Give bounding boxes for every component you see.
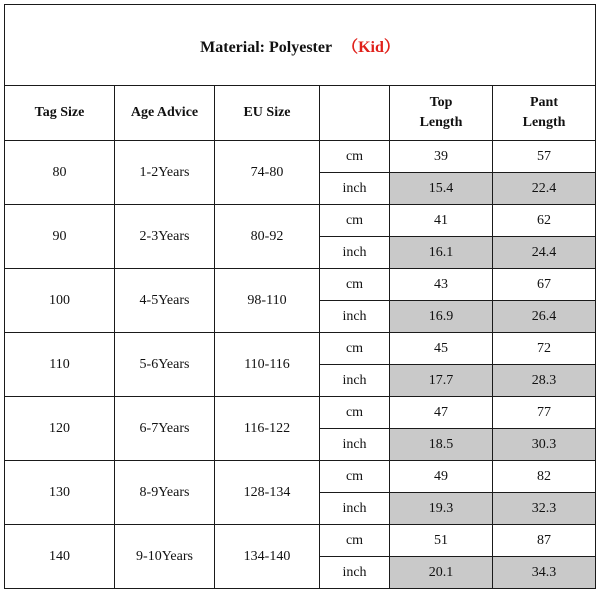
unit-cm-cell: cm xyxy=(320,333,390,365)
top-length-inch-cell: 18.5 xyxy=(390,429,493,461)
age-advice-cell: 8-9Years xyxy=(115,461,215,525)
pant-length-cm-cell: 87 xyxy=(493,525,596,557)
pant-length-inch-cell: 34.3 xyxy=(493,557,596,589)
table-row xyxy=(5,333,596,365)
pant-length-cm-cell: 82 xyxy=(493,461,596,493)
tag-size-cell: 130 xyxy=(5,461,115,525)
title-highlight: （Kid） xyxy=(342,38,400,56)
pant-length-cm-cell: 72 xyxy=(493,333,596,365)
header-pant-line2: Length xyxy=(522,115,566,130)
top-length-inch-cell: 19.3 xyxy=(390,493,493,525)
top-length-cm-cell: 39 xyxy=(390,141,493,173)
table-row xyxy=(5,205,596,237)
pant-length-inch-cell: 30.3 xyxy=(493,429,596,461)
top-length-inch-cell: 16.9 xyxy=(390,301,493,333)
pant-length-inch-cell: 22.4 xyxy=(493,173,596,205)
top-length-cm-cell: 41 xyxy=(390,205,493,237)
table-row xyxy=(5,269,596,301)
top-length-cm-cell: 51 xyxy=(390,525,493,557)
header-pant-length xyxy=(493,86,596,141)
pant-length-cm-cell: 62 xyxy=(493,205,596,237)
header-tag-size: Tag Size xyxy=(5,86,115,141)
top-length-inch-cell: 15.4 xyxy=(390,173,493,205)
eu-size-cell: 110-116 xyxy=(215,333,320,397)
age-advice-cell: 1-2Years xyxy=(115,141,215,205)
chart-title xyxy=(5,5,596,86)
header-row xyxy=(5,86,596,141)
pant-length-cm-cell: 57 xyxy=(493,141,596,173)
unit-cm-cell: cm xyxy=(320,525,390,557)
age-advice-cell: 9-10Years xyxy=(115,525,215,589)
eu-size-cell: 80-92 xyxy=(215,205,320,269)
unit-cm-cell: cm xyxy=(320,269,390,301)
size-table xyxy=(4,4,596,589)
tag-size-cell: 140 xyxy=(5,525,115,589)
age-advice-cell: 2-3Years xyxy=(115,205,215,269)
unit-inch-cell: inch xyxy=(320,237,390,269)
top-length-cm-cell: 43 xyxy=(390,269,493,301)
eu-size-cell: 116-122 xyxy=(215,397,320,461)
unit-inch-cell: inch xyxy=(320,173,390,205)
header-eu-size: EU Size xyxy=(215,86,320,141)
unit-inch-cell: inch xyxy=(320,493,390,525)
pant-length-cm-cell: 77 xyxy=(493,397,596,429)
tag-size-cell: 120 xyxy=(5,397,115,461)
unit-inch-cell: inch xyxy=(320,301,390,333)
pant-length-inch-cell: 24.4 xyxy=(493,237,596,269)
pant-length-inch-cell: 28.3 xyxy=(493,365,596,397)
eu-size-cell: 134-140 xyxy=(215,525,320,589)
tag-size-cell: 90 xyxy=(5,205,115,269)
top-length-cm-cell: 45 xyxy=(390,333,493,365)
pant-length-cm-cell: 67 xyxy=(493,269,596,301)
unit-cm-cell: cm xyxy=(320,205,390,237)
tag-size-cell: 110 xyxy=(5,333,115,397)
unit-inch-cell: inch xyxy=(320,365,390,397)
pant-length-inch-cell: 32.3 xyxy=(493,493,596,525)
header-unit xyxy=(320,86,390,141)
unit-inch-cell: inch xyxy=(320,429,390,461)
size-chart xyxy=(4,4,595,592)
header-top-length xyxy=(390,86,493,141)
table-row xyxy=(5,461,596,493)
table-row xyxy=(5,397,596,429)
top-length-inch-cell: 16.1 xyxy=(390,237,493,269)
header-pant-line1: Pant xyxy=(530,95,558,110)
header-top-line1: Top xyxy=(429,95,453,110)
pant-length-inch-cell: 26.4 xyxy=(493,301,596,333)
unit-cm-cell: cm xyxy=(320,141,390,173)
header-top-line2: Length xyxy=(419,115,463,130)
age-advice-cell: 5-6Years xyxy=(115,333,215,397)
header-age-advice: Age Advice xyxy=(115,86,215,141)
top-length-cm-cell: 47 xyxy=(390,397,493,429)
top-length-cm-cell: 49 xyxy=(390,461,493,493)
table-row xyxy=(5,525,596,557)
unit-inch-cell: inch xyxy=(320,557,390,589)
top-length-inch-cell: 17.7 xyxy=(390,365,493,397)
table-row xyxy=(5,141,596,173)
top-length-inch-cell: 20.1 xyxy=(390,557,493,589)
unit-cm-cell: cm xyxy=(320,461,390,493)
eu-size-cell: 74-80 xyxy=(215,141,320,205)
tag-size-cell: 100 xyxy=(5,269,115,333)
age-advice-cell: 6-7Years xyxy=(115,397,215,461)
age-advice-cell: 4-5Years xyxy=(115,269,215,333)
tag-size-cell: 80 xyxy=(5,141,115,205)
title-text: Material: Polyester xyxy=(200,38,333,56)
unit-cm-cell: cm xyxy=(320,397,390,429)
eu-size-cell: 128-134 xyxy=(215,461,320,525)
eu-size-cell: 98-110 xyxy=(215,269,320,333)
